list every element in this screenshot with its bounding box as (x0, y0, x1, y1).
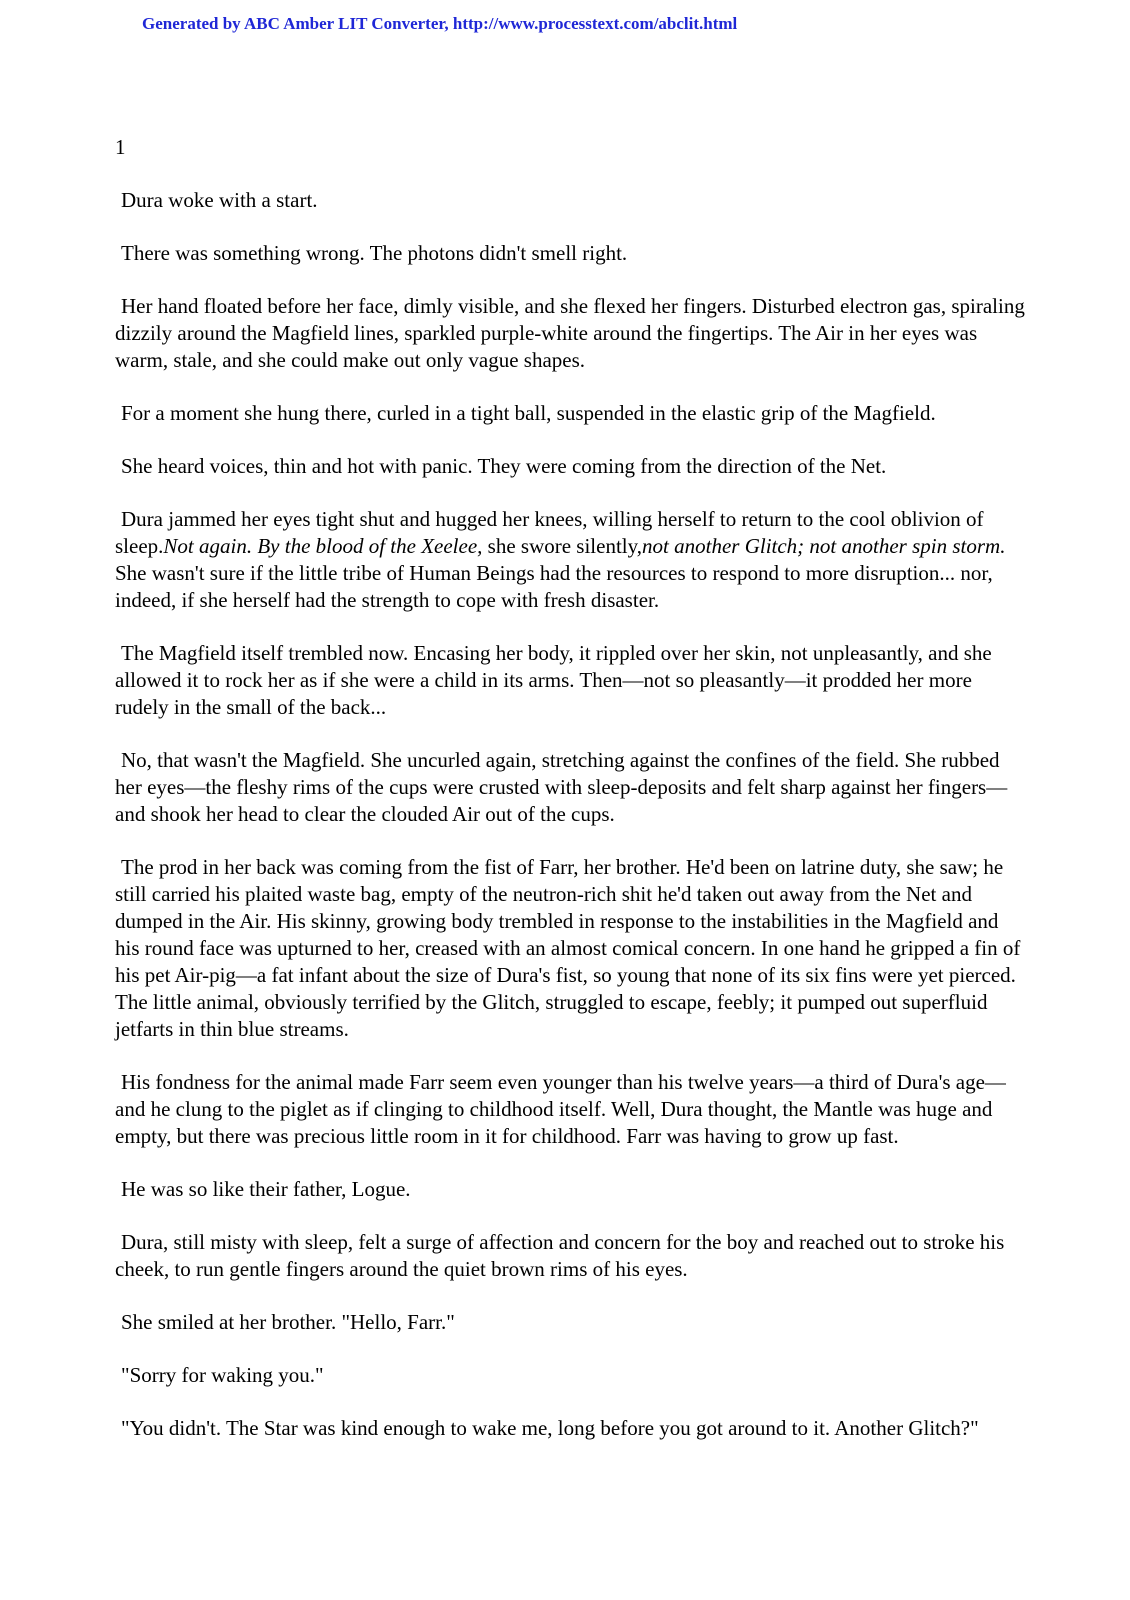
paragraph-text: For a moment she hung there, curled in a tight ball, suspended in the elastic grip of the Magfield. (121, 401, 936, 425)
paragraph-text: Her hand floated before her face, dimly visible, and she flexed her fingers. Disturbed electron gas, spiraling dizzily around the Magfield lines, sparkled purple-white around the fingertips. The Air in her eyes was warm, stale, and she could make out only vague shapes. (115, 294, 1025, 372)
paragraph-text: Dura, still misty with sleep, felt a surge of affection and concern for the boy and reached out to stroke his cheek, to run gentle fingers around the quiet brown rims of his eyes. (115, 1230, 1005, 1281)
paragraph (115, 1069, 1027, 1150)
paragraph (115, 506, 1027, 614)
paragraph-text: He was so like their father, Logue. (121, 1177, 411, 1201)
paragraph (115, 400, 1027, 427)
converter-banner-link[interactable]: Generated by ABC Amber LIT Converter, http://www.processtext.com/abclit.html (142, 14, 738, 33)
paragraph-text: The prod in her back was coming from the fist of Farr, her brother. He'd been on latrine duty, she saw; he still carried his plaited waste bag, empty of the neutron-rich shit he'd taken out away from the Net and dumped in the Air. His skinny, growing body trembled in response to the instabilities in the Magfield and his round face was upturned to her, creased with an almost comical concern. In one hand he gripped a fin of his pet Air-pig—a fat infant about the size of Dura's fist, so young that none of its six fins were yet pierced. The little animal, obviously terrified by the Glitch, struggled to escape, feebly; it pumped out superfluid jetfarts in thin blue streams. (115, 855, 1021, 1041)
paragraph-text: She wasn't sure if the little tribe of Human Beings had the resources to respond to more disruption... nor, indeed, if she herself had the strength to cope with fresh disaster. (115, 561, 993, 612)
paragraph (115, 854, 1027, 1043)
paragraph-text: Dura woke with a start. (121, 188, 318, 212)
paragraph (115, 453, 1027, 480)
paragraph-text: She smiled at her brother. "Hello, Farr." (121, 1310, 455, 1334)
paragraph (115, 1415, 1027, 1442)
italic-text: Not again. By the blood of the Xeelee, (163, 534, 483, 558)
paragraph-text: "You didn't. The Star was kind enough to wake me, long before you got around to it. Another Glitch?" (121, 1416, 979, 1440)
paragraph-text: She heard voices, thin and hot with panic. They were coming from the direction of the Net. (121, 454, 887, 478)
paragraph (115, 640, 1027, 721)
paragraph-text: There was something wrong. The photons didn't smell right. (121, 241, 628, 265)
paragraph-text: she swore silently, (482, 534, 643, 558)
chapter-number: 1 (115, 135, 126, 159)
paragraph (115, 293, 1027, 374)
chapter-body (115, 187, 1027, 1468)
paragraph-text: Dura jammed her eyes tight shut and hugged her knees, willing herself to return to the cool oblivion of sleep. (115, 507, 984, 558)
paragraph (115, 187, 1027, 214)
paragraph (115, 1309, 1027, 1336)
paragraph-text: His fondness for the animal made Farr seem even younger than his twelve years—a third of Dura's age—and he clung to the piglet as if clinging to childhood itself. Well, Dura thought, the Mantle was huge and empty, but there was precious little room in it for childhood. Farr was having to grow up fast. (115, 1070, 1006, 1148)
paragraph (115, 1362, 1027, 1389)
paragraph-text: The Magfield itself trembled now. Encasing her body, it rippled over her skin, not unpleasantly, and she allowed it to rock her as if she were a child in its arms. Then—not so pleasantly—it prodded her more rudely in the small of the back... (115, 641, 992, 719)
paragraph (115, 1229, 1027, 1283)
paragraph (115, 1176, 1027, 1203)
paragraph (115, 747, 1027, 828)
italic-text: not another Glitch; not another spin storm. (642, 534, 1006, 558)
paragraph-text: "Sorry for waking you." (121, 1363, 324, 1387)
paragraph-text: No, that wasn't the Magfield. She uncurled again, stretching against the confines of the field. She rubbed her eyes—the fleshy rims of the cups were crusted with sleep-deposits and felt sharp against her fingers—and shook her head to clear the clouded Air out of the cups. (115, 748, 1008, 826)
paragraph (115, 240, 1027, 267)
